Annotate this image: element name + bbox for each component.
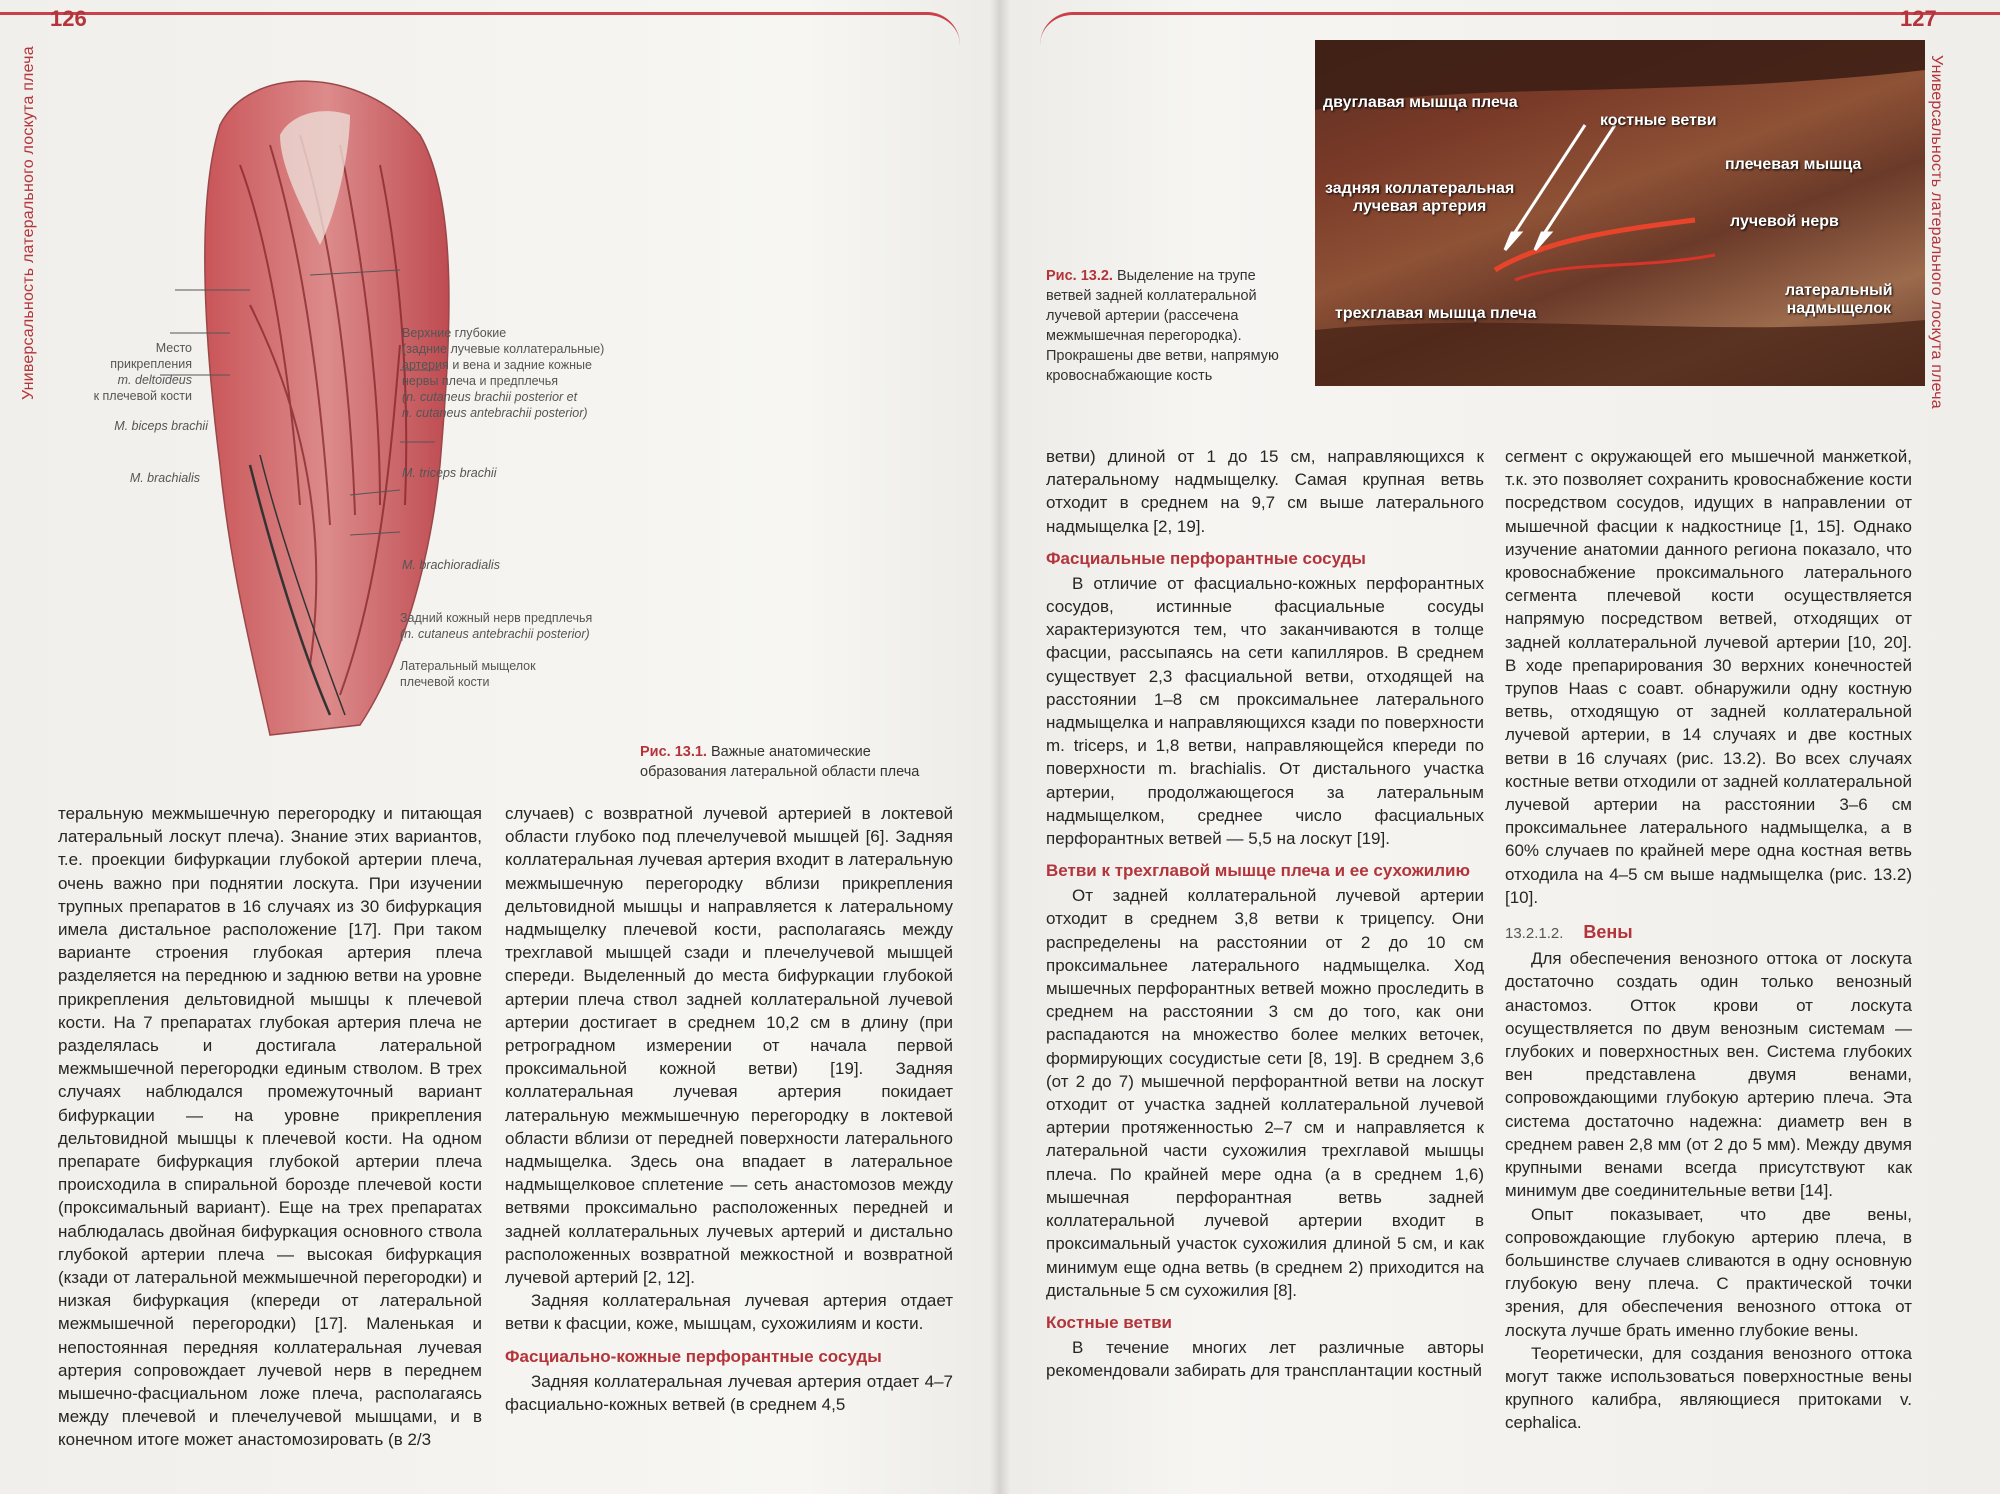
subsection-heading (1505, 921, 1912, 945)
book-gutter (990, 0, 1010, 1494)
paragraph: Задняя коллатеральная лучевая артерия отдает ветви к фасции, коже, мышцам, сухожилиям и кости. (505, 1291, 953, 1334)
label-line: латеральный (1785, 282, 1893, 299)
label-line: плечевой кости (400, 675, 490, 689)
label-brachialis (60, 470, 200, 486)
label-line (402, 389, 642, 405)
figure-13-2-caption (1046, 266, 1294, 386)
section-heading: Костные ветви (1046, 1312, 1172, 1332)
paragraph: Теоретически, для создания венозного оттока могут также использоваться поверхностные вены крупного калибра, являющиеся притоками v. cephalica. (1505, 1343, 1912, 1433)
paragraph: В отличие от фасциально-кожных перфорантных сосудов, истинные фасциальные сосуды характеризуются тем, что заканчиваются в толще фасции, рассыпаясь на сети капилляров. В среднем существует 2,3 фасциальной ветви, отходящей на расстоянии 1–8 см проксимальнее латерального надмыщелка и направляющихся кзади по поверхности m. triceps, и 1,8 ветви, направляющейся кпереди по поверхности m. brachialis. От дистального участка артерии, продолжающегося за латеральным надмыщелком, среднее число фасциальных перфорантных ветвей — 5,5 на лоскут [19]. (1046, 573, 1484, 849)
label-line: артерия и вена и задние кожные (402, 358, 592, 372)
label-line (402, 405, 642, 421)
paragraph: Для обеспечения венозного оттока от лоскута достаточно создать один только венозный анастомоз. Отток крови от лоскута осуществляется по двум венозным системам — глубоких и поверхностных вен. Система глубоких вен представлена двумя венами, сопровождающими глубокую артерию плеча. Эта система достаточно надежна: диаметр вен в среднем равен 2,8 мм (от 2 до 5 мм). Между двумя крупными венами всегда присутствуют как минимум две соединительные ветви [14]. (1505, 949, 1912, 1201)
label-line: нервы плеча и предплечья (402, 374, 558, 388)
paragraph: Задняя коллатеральная лучевая артерия отдает 4–7 фасциально-кожных ветвей (в среднем 4,5 (505, 1371, 953, 1414)
label-latin: (n. cutaneus brachii posterior et (402, 390, 578, 404)
photo-label-bone-branches: костные ветви (1600, 112, 1717, 129)
label-line: к плечевой кости (93, 389, 192, 403)
paragraph: От задней коллатеральной лучевой артерии отходит в среднем 3,8 ветви к трицепсу. Они распределены на расстоянии от 2 до 10 см проксимальнее латерального надмыщелка. Ход мышечных перфорантных ветвей можно проследить в среднем на расстоянии 3 см до того, как они распадаются на множество более мелких веточек, формирующих сосудистые сети [8, 19]. В среднем 3,6 (от 2 до 7) мышечной перфорантной ветви на лоскут отходит от участка задней коллатеральной лучевой артерии протяженностью 2–7 см и направляется к латеральной части сухожилия трехглавой мышцы плеча. По крайней мере одна (а в среднем 1,6) мышечная перфорантная ветвь задней коллатеральной лучевой артерии входит в проксимальный участок сухожилия длиной 5 см, и как минимум еще одна ветвь (в среднем 2) приходится на дистальные 5 см сухожилия [8]. (1046, 886, 1484, 1300)
label-posterior-nerve (400, 610, 640, 642)
section-heading: Фасциальные перфорантные сосуды (1046, 548, 1366, 568)
caption-text: Важные анатомические образования латеральной области плеча (640, 744, 920, 780)
arrow-head (1505, 233, 1520, 250)
label-latin: M. biceps brachii (114, 419, 208, 433)
photo-label-post-collateral (1325, 180, 1514, 216)
label-line: Задний кожный нерв предплечья (400, 611, 593, 625)
photo-label-triceps: трехглавая мышца плеча (1335, 305, 1537, 322)
photo-label-brachialis: плечевая мышца (1725, 156, 1862, 173)
caption-label: Рис. 13.2. (1046, 268, 1113, 284)
paragraph: случаев) с возвратной лучевой артерией в локтевой области глубоко под плечелучевой мышцей [6]. Задняя коллатеральная лучевая артерия входит в латеральную межмышечную перегородку вблизи прикрепления дельтовидной мышцы и направляется к латеральному надмыщелку плечевой кости, располагаясь между трехглавой мышцей сзади и плечелучевой мышцей спереди. Выделенный до места бифуркации глубокой артерии плеча ствол задней коллатеральной лучевой артерии достигает в среднем 10,2 см в длину (при ретроградном измерении от начала первой проксимальной кожной ветви) [19]. Задняя коллатеральная лучевая артерия покидает латеральную межмышечную перегородку в локтевой области вблизи от передней поверхности латерального надмыщелка. Здесь она впадает в латеральное надмыщелковое сплетение — сеть анастомозов между ветвями проксимально расположенных передней и задней коллатеральных лучевых артерий и дистально расположенных возвратной межкостной и возвратной лучевой артерий [2, 12]. (505, 804, 953, 1288)
paragraph: ветви) длиной от 1 до 15 см, направляющихся к латеральному надмыщелку. Самая крупная ветвь отходит в среднем на 9,7 см выше латерального надмыщелка [2, 19]. (1046, 447, 1484, 536)
label-latin: (n. cutaneus antebrachii posterior) (400, 627, 590, 641)
label-triceps (402, 465, 496, 481)
label-latin: M. brachioradialis (402, 558, 500, 572)
paragraph: В течение многих лет различные авторы рекомендовали забирать для трансплантации костный (1046, 1337, 1484, 1381)
figure-13-1-caption (640, 742, 955, 782)
cadaver-photo (1315, 40, 1925, 386)
caption-label: Рис. 13.1. (640, 744, 707, 760)
label-latin: n. cutaneus antebrachii posterior) (402, 406, 588, 420)
photo-label-biceps: двуглавая мышца плеча (1323, 94, 1518, 111)
label-latin: M. triceps brachii (402, 466, 497, 480)
section-heading: Ветви к трехглавой мышце плеча и ее сухожилию (1046, 861, 1470, 881)
label-biceps (68, 418, 208, 434)
paragraph: Опыт показывает, что две вены, сопровождающие глубокую артерию плеча, в большинстве случаев сливаются в одну основную глубокую вену плеча. С практической точки зрения, для обеспечения венозного оттока от лоскута лучше брать именно глубокие вены. (1505, 1204, 1912, 1340)
photo-label-radial-nerve: лучевой нерв (1730, 213, 1839, 230)
paragraph: сегмент с окружающей его мышечной манжеткой, т.к. это позволяет сохранить кровоснабжение кости посредством сосудов, идущих в направлении от мышечной фасции к надкостнице [1, 15]. Однако изучение анатомии данного региона показало, что кровоснабжение проксимального латерального сегмента плечевой кости осуществляется напрямую посредством ветвей, отходящих от задней коллатеральной лучевой артерии [10, 20]. В ходе препарирования 30 верхних конечностей трупов Haas с соавт. обнаружили одну костную ветвь, отходящую от задней коллатеральной лучевой артерии, в 14 случаях и две костных ветви в 16 случаях (рис. 13.2). Во всех случаях костные ветви отходили от задней коллатеральной лучевой артерии на расстоянии 3–6 см проксимальнее латерального надмыщелка, а в 60% случаев по крайней мере одна костная ветвь отходила на 4–5 см выше надмыщелка (рис. 13.2) [10]. (1505, 447, 1912, 907)
subsection-number: 13.2.1.2. (1505, 925, 1564, 943)
label-deltoid-insertion (80, 340, 192, 404)
label-line: Латеральный мыщелок (400, 659, 536, 673)
label-latin: m. deltoideus (117, 373, 192, 387)
label-line: Место прикрепления (110, 341, 192, 371)
section-heading: Фасциально-кожные перфорантные сосуды (505, 1346, 882, 1366)
label-line: задняя коллатеральная (1325, 180, 1515, 197)
label-latin: M. brachialis (129, 471, 200, 485)
left-column-1 (58, 802, 482, 1452)
left-column-2 (505, 802, 953, 1416)
label-line (80, 372, 192, 388)
right-page-number: 127 (1900, 6, 1937, 31)
subsection-title: Вены (1583, 922, 1633, 943)
left-page-number: 126 (50, 6, 87, 31)
label-line: Верхние глубокие (402, 326, 507, 340)
right-column-1 (1046, 445, 1484, 1382)
right-column-2 (1505, 445, 1912, 1435)
photo-label-lat-epicondyle (1785, 282, 1893, 318)
left-running-title: Универсальность латерального лоскута плеча (20, 46, 37, 400)
label-line: лучевая артерия (1352, 198, 1487, 215)
label-lateral-condyle (400, 658, 600, 690)
arrow-line (1540, 125, 1615, 240)
left-header-rule (0, 12, 960, 45)
label-upper-deep-vessels (402, 325, 642, 421)
arrow-line (1510, 125, 1585, 240)
paragraph: теральную межмышечную перегородку и питающая латеральный лоскут плеча). Знание этих вариантов, т.е. проекции бифуркации глубокой артерии плеча, очень важно при поднятии лоскута. При изучении трупных препаратов в 16 случаях из 30 бифуркация имела дистальное расположение [17]. При таком варианте строения глубокая артерия плеча разделяется на переднюю и заднюю ветви на уровне прикрепления дельтовидной мышцы к плечевой кости. На 7 препаратах глубокая артерия плеча не разделялась и достигала латеральной межмышечной перегородки единым стволом. В трех случаях наблюдался промежуточный вариант бифуркации — на уровне прикрепления дельтовидной мышцы к плечевой кости. На одном препарате бифуркация глубокой артерии плеча происходила в спиральной борозде плечевой кости (проксимальный вариант). Еще на трех препаратах наблюдалась двойная бифуркация основного ствола глубокой артерии плеча — высокая бифуркация (кзади от латеральной межмышечной перегородки) и низкая бифуркация (кпереди от латеральной межмышечной перегородки) [17]. Маленькая и непостоянная передняя коллатеральная лучевая артерия сопровождает лучевой нерв в переднем мышечно-фасциальном ложе плеча, располагаясь между плечевой и плечелучевой мышцами, и в конечном итоге может анастомозировать (в 2/3 (58, 804, 482, 1450)
caption-text: Выделение на трупе ветвей задней коллатеральной лучевой артерии (рассечена межмышечная перегородка). Прокрашены две ветви, напрямую кровоснабжающие кость (1046, 268, 1279, 384)
label-brachioradialis (402, 557, 500, 573)
label-line: (задние лучевые коллатеральные) (402, 342, 605, 356)
right-running-title: Универсальность латерального лоскута плеча (1928, 55, 1945, 409)
label-line (400, 626, 640, 642)
label-line: надмыщелок (1786, 300, 1891, 317)
